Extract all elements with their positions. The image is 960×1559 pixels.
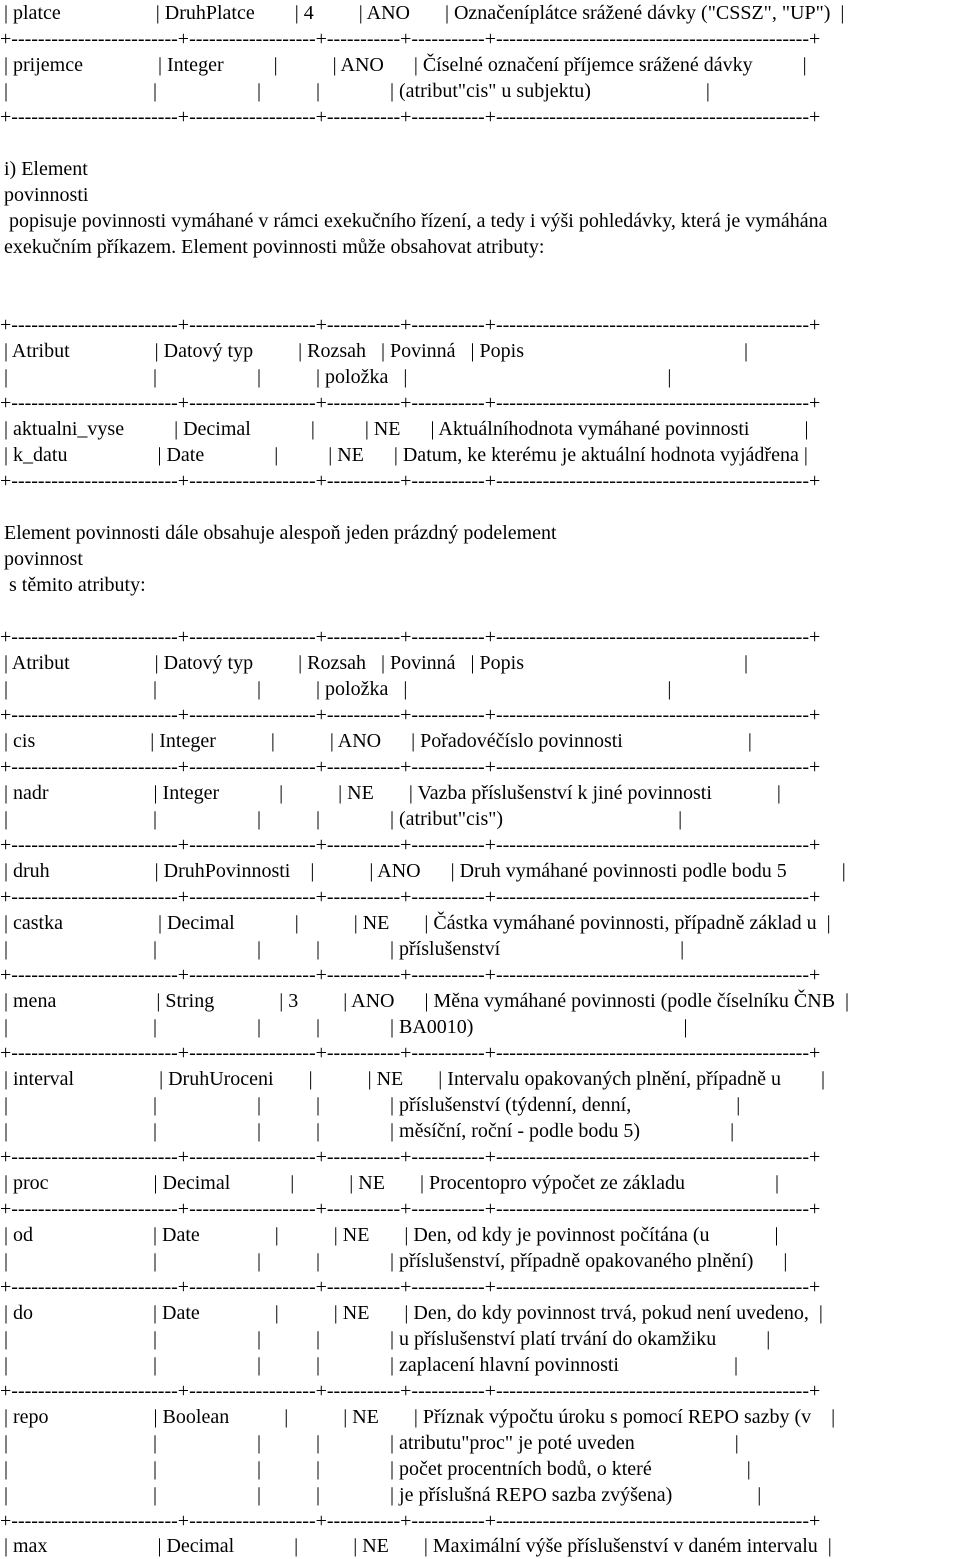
table-row-nadr-cont: | | | | | (atribut"cis") |	[4, 808, 683, 830]
table-header: | Atribut | Datový typ | Rozsah | Povinná | Popis |	[4, 652, 749, 674]
table-row-max: | max | Decimal | | NE | Maximální výše příslušenství v daném intervalu |	[4, 1535, 832, 1557]
table-separator: +-------------------------+-------------------+-----------+-----------+-----------------------------------------------+	[0, 106, 821, 128]
table-separator: +-------------------------+-------------------+-----------+-----------+-----------------------------------------------+	[0, 704, 821, 726]
table-header: | Atribut | Datový typ | Rozsah | Povinná | Popis |	[4, 340, 749, 362]
table-row-do: | do | Date | | NE | Den, do kdy povinnost trvá, pokud není uvedeno, |	[4, 1302, 823, 1324]
table-row-k-datu: | k_datu | Date | | NE | Datum, ke kterému je aktuální hodnota vyjádřena |	[4, 444, 808, 466]
table-separator: +-------------------------+-------------------+-----------+-----------+-----------------------------------------------+	[0, 626, 821, 648]
element-name: povinnost	[4, 548, 83, 570]
table-row-castka-cont: | | | | | příslušenství |	[4, 938, 685, 960]
paragraph-line: Element povinnosti dále obsahuje alespoň jeden prázdný podelement	[4, 522, 557, 544]
table-row-od: | od | Date | | NE | Den, od kdy je povinnost počítána (u |	[4, 1224, 779, 1246]
table-row-nadr: | nadr | Integer | | NE | Vazba příslušenství k jiné povinnosti |	[4, 782, 781, 804]
table-separator: +-------------------------+-------------------+-----------+-----------+-----------------------------------------------+	[0, 834, 821, 856]
table-row-do-cont: | | | | | zaplacení hlavní povinnosti |	[4, 1354, 738, 1376]
element-name: povinnosti	[4, 184, 89, 206]
section-heading: i) Element	[4, 158, 88, 180]
paragraph-line: exekučním příkazem. Element povinnosti může obsahovat atributy:	[4, 236, 545, 258]
table-row-interval-cont: | | | | | měsíční, roční - podle bodu 5) |	[4, 1120, 735, 1142]
table-separator: +-------------------------+-------------------+-----------+-----------+-----------------------------------------------+	[0, 314, 821, 336]
table-row-mena: | mena | String | 3 | ANO | Měna vymáhané povinnosti (podle číselníku ČNB |	[4, 990, 850, 1012]
table-header-cont: | | | | položka | |	[4, 366, 672, 388]
table-row-castka: | castka | Decimal | | NE | Částka vymáhané povinnosti, případně základ u |	[4, 912, 831, 934]
paragraph-line: popisuje povinnosti vymáhané v rámci exekučního řízení, a tedy i výši pohledávky, která je vymáhána	[4, 210, 828, 232]
table-row-od-cont: | | | | | příslušenství, případně opakovaného plnění) |	[4, 1250, 788, 1272]
table-separator: +-------------------------+-------------------+-----------+-----------+-----------------------------------------------+	[0, 28, 821, 50]
table-row-prijemce-cont: | | | | | (atribut"cis" u subjektu) |	[4, 80, 710, 102]
table-row-repo-cont: | | | | | počet procentních bodů, o které |	[4, 1458, 751, 1480]
table-separator: +-------------------------+-------------------+-----------+-----------+-----------------------------------------------+	[0, 392, 821, 414]
table-row-interval-cont: | | | | | příslušenství (týdenní, denní, |	[4, 1094, 741, 1116]
table-row-repo-cont: | | | | | je příslušná REPO sazba zvýšena) |	[4, 1484, 762, 1506]
table-separator: +-------------------------+-------------------+-----------+-----------+-----------------------------------------------+	[0, 1510, 821, 1532]
table-row-cis: | cis | Integer | | ANO | Pořadovéčíslo povinnosti |	[4, 730, 752, 752]
table-row-repo: | repo | Boolean | | NE | Příznak výpočtu úroku s pomocí REPO sazby (v |	[4, 1406, 836, 1428]
table-row-do-cont: | | | | | u příslušenství platí trvání do okamžiku |	[4, 1328, 771, 1350]
table-row-aktualni-vyse: | aktualni_vyse | Decimal | | NE | Aktuálníhodnota vymáhané povinnosti |	[4, 418, 809, 440]
table-separator: +-------------------------+-------------------+-----------+-----------+-----------------------------------------------+	[0, 1198, 821, 1220]
table-row-druh: | druh | DruhPovinnosti | | ANO | Druh vymáhané povinnosti podle bodu 5 |	[4, 860, 846, 882]
table-separator: +-------------------------+-------------------+-----------+-----------+-----------------------------------------------+	[0, 1276, 821, 1298]
table-row-mena-cont: | | | | | BA0010) |	[4, 1016, 688, 1038]
table-separator: +-------------------------+-------------------+-----------+-----------+-----------------------------------------------+	[0, 756, 821, 778]
table-row-prijemce: | prijemce | Integer | | ANO | Číselné označení příjemce srážené dávky |	[4, 54, 807, 76]
table-separator: +-------------------------+-------------------+-----------+-----------+-----------------------------------------------+	[0, 1042, 821, 1064]
table-separator: +-------------------------+-------------------+-----------+-----------+-----------------------------------------------+	[0, 886, 821, 908]
paragraph-line: s těmito atributy:	[4, 574, 146, 596]
table-separator: +-------------------------+-------------------+-----------+-----------+-----------------------------------------------+	[0, 1146, 821, 1168]
table-row-proc: | proc | Decimal | | NE | Procentopro výpočet ze základu |	[4, 1172, 779, 1194]
table-separator: +-------------------------+-------------------+-----------+-----------+-----------------------------------------------+	[0, 964, 821, 986]
table-row-repo-cont: | | | | | atributu"proc" je poté uveden |	[4, 1432, 739, 1454]
table-row-platce: | platce | DruhPlatce | 4 | ANO | Označeníplátce srážené dávky ("CSSZ", "UP") |	[4, 2, 845, 24]
table-row-interval: | interval | DruhUroceni | | NE | Intervalu opakovaných plnění, případně u |	[4, 1068, 826, 1090]
table-separator: +-------------------------+-------------------+-----------+-----------+-----------------------------------------------+	[0, 470, 821, 492]
table-separator: +-------------------------+-------------------+-----------+-----------+-----------------------------------------------+	[0, 1380, 821, 1402]
table-header-cont: | | | | položka | |	[4, 678, 672, 700]
